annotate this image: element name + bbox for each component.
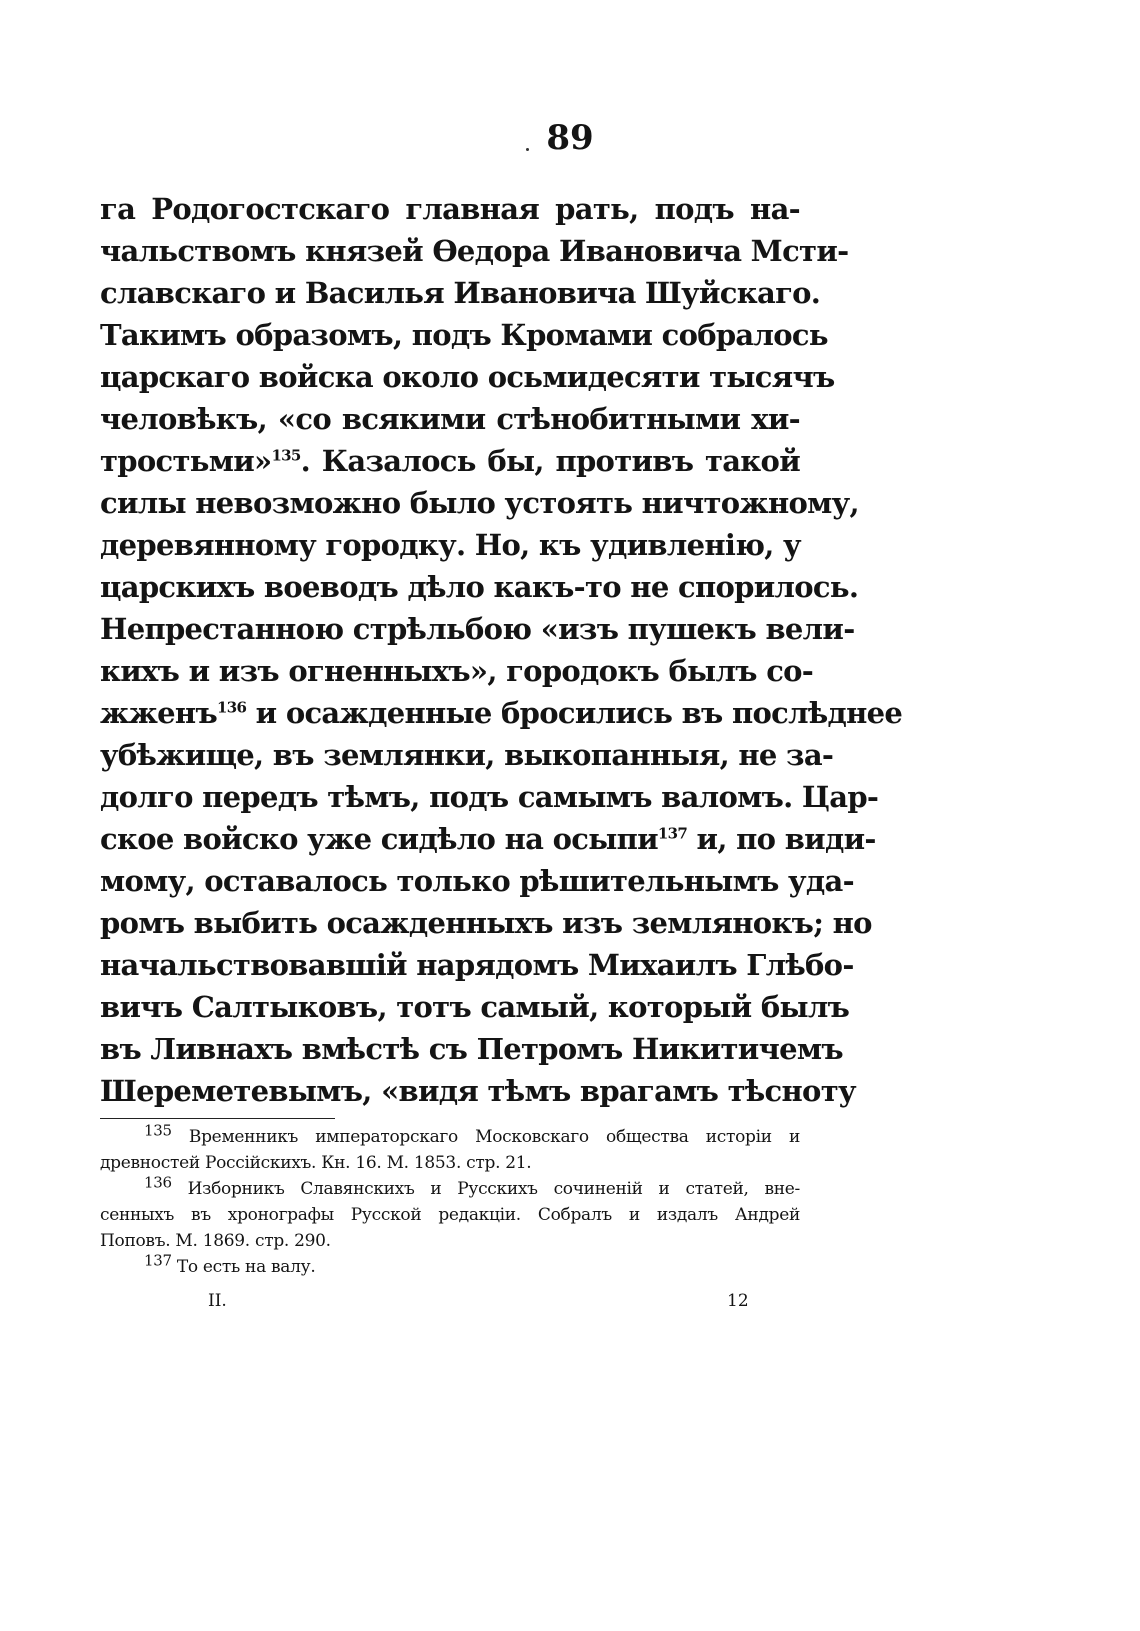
text-line: ромъ выбить осажденныхъ изъ землянокъ; но <box>100 906 872 940</box>
text-fragment: и, по види- <box>687 822 876 856</box>
text-line: мому, оставалось только рѣшительнымъ уда- <box>100 864 854 898</box>
text-line: человѣкъ, «со всякими стѣнобитными хи- <box>100 402 800 436</box>
text-line: славскаго и Василья Ивановича Шуйскаго. <box>100 276 821 310</box>
text-line: начальствовавшій нарядомъ Михаилъ Глѣбо- <box>100 948 854 982</box>
text-fragment: жженъ <box>100 696 217 730</box>
text-line: силы невозможно было устоять ничтожному, <box>100 486 859 520</box>
text-line: га Родогостскаго главная рать, подъ на- <box>100 192 800 226</box>
footnote-136 <box>100 1173 800 1202</box>
footnote-ref-136[interactable]: 136 <box>217 698 247 717</box>
footnote-ref-135[interactable]: 135 <box>271 446 301 465</box>
footnote-text: Временникъ императорскаго Московскаго общества исторіи и <box>171 1127 800 1147</box>
text-line <box>100 440 800 482</box>
footnote-number: 135 <box>144 1121 172 1140</box>
footnote-text: То есть на валу. <box>171 1257 316 1277</box>
text-line <box>100 692 903 734</box>
page-number: 89 <box>546 118 594 158</box>
footnote-135 <box>100 1121 800 1150</box>
footnote-divider <box>100 1118 335 1119</box>
footnote-137 <box>100 1251 800 1280</box>
main-text <box>100 188 903 1112</box>
text-fragment: тростьми» <box>100 444 272 478</box>
text-line: царскихъ воеводъ дѣло какъ-то не спорилось. <box>100 570 859 604</box>
text-fragment: . Казалось бы, противъ такой <box>300 444 800 478</box>
text-line: кихъ и изъ огненныхъ», городокъ былъ со- <box>100 654 814 688</box>
footnote-continuation: древностей Россійскихъ. Кн. 16. М. 1853. стр. 21. <box>100 1153 532 1173</box>
footnote-number: 136 <box>144 1173 172 1192</box>
text-line <box>100 818 876 860</box>
text-line: чальствомъ князей Өедора Ивановича Мсти- <box>100 234 849 268</box>
footnote-ref-137[interactable]: 137 <box>657 824 688 843</box>
print-speck <box>526 148 529 151</box>
footnote-text: Изборникъ Славянскихъ и Русскихъ сочиненій и статей, вне- <box>171 1179 800 1199</box>
text-line: царскаго войска около осьмидесяти тысячъ <box>100 360 835 394</box>
sheet-number: 12 <box>727 1291 749 1311</box>
footnote-number: 137 <box>144 1251 172 1270</box>
text-line: Такимъ образомъ, подъ Кромами собралось <box>100 318 828 352</box>
footnote-continuation: сенныхъ въ хронографы Русской редакціи. Собралъ и издалъ Андрей <box>100 1205 800 1225</box>
footnotes <box>100 1121 800 1280</box>
text-line: убѣжище, въ землянки, выкопанныя, не за- <box>100 738 834 772</box>
text-line: долго передъ тѣмъ, подъ самымъ валомъ. Цар- <box>100 780 879 814</box>
text-line: Непрестанною стрѣльбою «изъ пушекъ вели- <box>100 612 855 646</box>
footnote-continuation: Поповъ. М. 1869. стр. 290. <box>100 1231 331 1251</box>
text-line: Шереметевымъ, «видя тѣмъ врагамъ тѣсноту <box>100 1074 856 1108</box>
text-fragment: и осажденные бросились въ послѣднее <box>246 696 903 730</box>
text-line: вичъ Салтыковъ, тотъ самый, который былъ <box>100 990 850 1024</box>
signature-mark: II. <box>208 1291 227 1311</box>
text-line: деревянному городку. Но, къ удивленію, у <box>100 528 801 562</box>
text-fragment: ское войско уже сидѣло на осыпи <box>100 822 658 856</box>
text-line: въ Ливнахъ вмѣстѣ съ Петромъ Никитичемъ <box>100 1032 843 1066</box>
